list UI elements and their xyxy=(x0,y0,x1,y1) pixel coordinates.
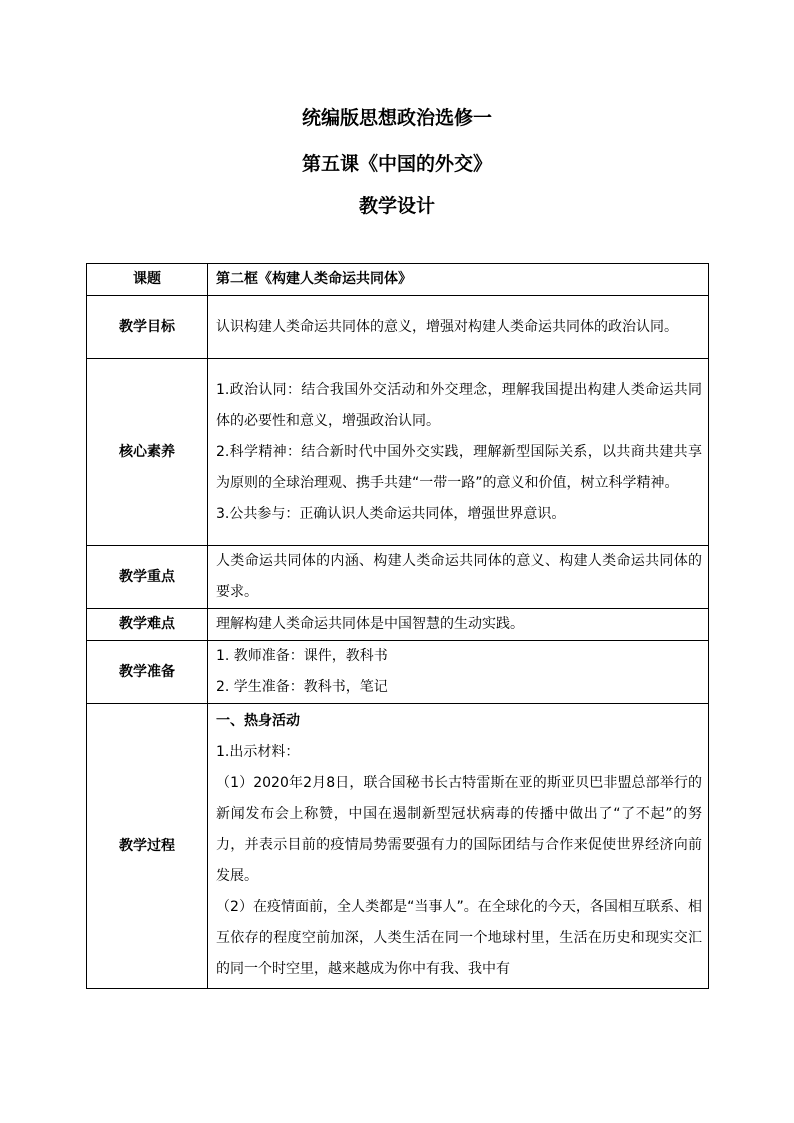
process-material: （1）2020年2月8日，联合国秘书长古特雷斯在亚的斯亚贝巴非盟总部举行的新闻发布会上称赞，中国在遏制新型冠状病毒的传播中做出了“了不起”的努力，并表示目前的疫情局势需要强有力的国际团结与合作来促使世界经济向前发展。 xyxy=(216,775,702,884)
key-points-value: 人类命运共同体的内涵、构建人类命运共同体的意义、构建人类命运共同体的要求。 xyxy=(208,546,709,609)
process-label: 教学过程 xyxy=(87,704,208,989)
lesson-title: 第五课《中国的外交》 xyxy=(301,153,492,175)
topic-label: 课题 xyxy=(87,264,208,296)
preparation-content xyxy=(208,641,709,704)
table-row-process xyxy=(87,704,709,989)
table-row-topic xyxy=(87,264,709,296)
table-row-key-points xyxy=(87,546,709,609)
preparation-item: 1. 教师准备：课件，教科书 xyxy=(216,648,388,664)
process-content xyxy=(208,704,709,989)
preparation-label: 教学准备 xyxy=(87,641,208,704)
literacy-item: 1.政治认同：结合我国外交活动和外交理念，理解我国提出构建人类命运共同体的必要性和意义，增强政治认同。 xyxy=(216,381,702,429)
process-heading: 一、热身活动 xyxy=(216,713,300,729)
key-points-label: 教学重点 xyxy=(87,546,208,609)
table-row-literacy xyxy=(87,359,709,546)
table-row-goal xyxy=(87,296,709,359)
literacy-item: 3.公共参与：正确认识人类命运共同体，增强世界意识。 xyxy=(216,505,566,522)
table-row-preparation xyxy=(87,641,709,704)
lesson-plan-table xyxy=(86,263,709,989)
preparation-item: 2. 学生准备：教科书，笔记 xyxy=(216,679,388,695)
topic-value: 第二框《构建人类命运共同体》 xyxy=(208,264,709,296)
table-row-difficult-points xyxy=(87,609,709,641)
literacy-content xyxy=(208,359,709,546)
literacy-label: 核心素养 xyxy=(87,359,208,546)
literacy-item: 2.科学精神：结合新时代中国外交实践，理解新型国际关系，以共商共建共享为原则的全球治理观、携手共建“一带一路”的意义和价值，树立科学精神。 xyxy=(216,443,702,491)
document-title: 统编版思想政治选修一 xyxy=(301,107,492,129)
process-step: 1.出示材料： xyxy=(216,744,300,760)
goal-label: 教学目标 xyxy=(87,296,208,359)
difficult-points-label: 教学难点 xyxy=(87,609,208,641)
document-subtitle: 教学设计 xyxy=(358,195,435,217)
process-material: （2）在疫情面前，全人类都是“当事人”。在全球化的今天，各国相互联系、相互依存的程度空前加深，人类生活在同一个地球村里，生活在历史和现实交汇的同一个时空里，越来越成为你中有我、我中有 xyxy=(216,899,702,977)
difficult-points-value: 理解构建人类命运共同体是中国智慧的生动实践。 xyxy=(208,609,709,641)
goal-value: 认识构建人类命运共同体的意义，增强对构建人类命运共同体的政治认同。 xyxy=(208,296,709,359)
